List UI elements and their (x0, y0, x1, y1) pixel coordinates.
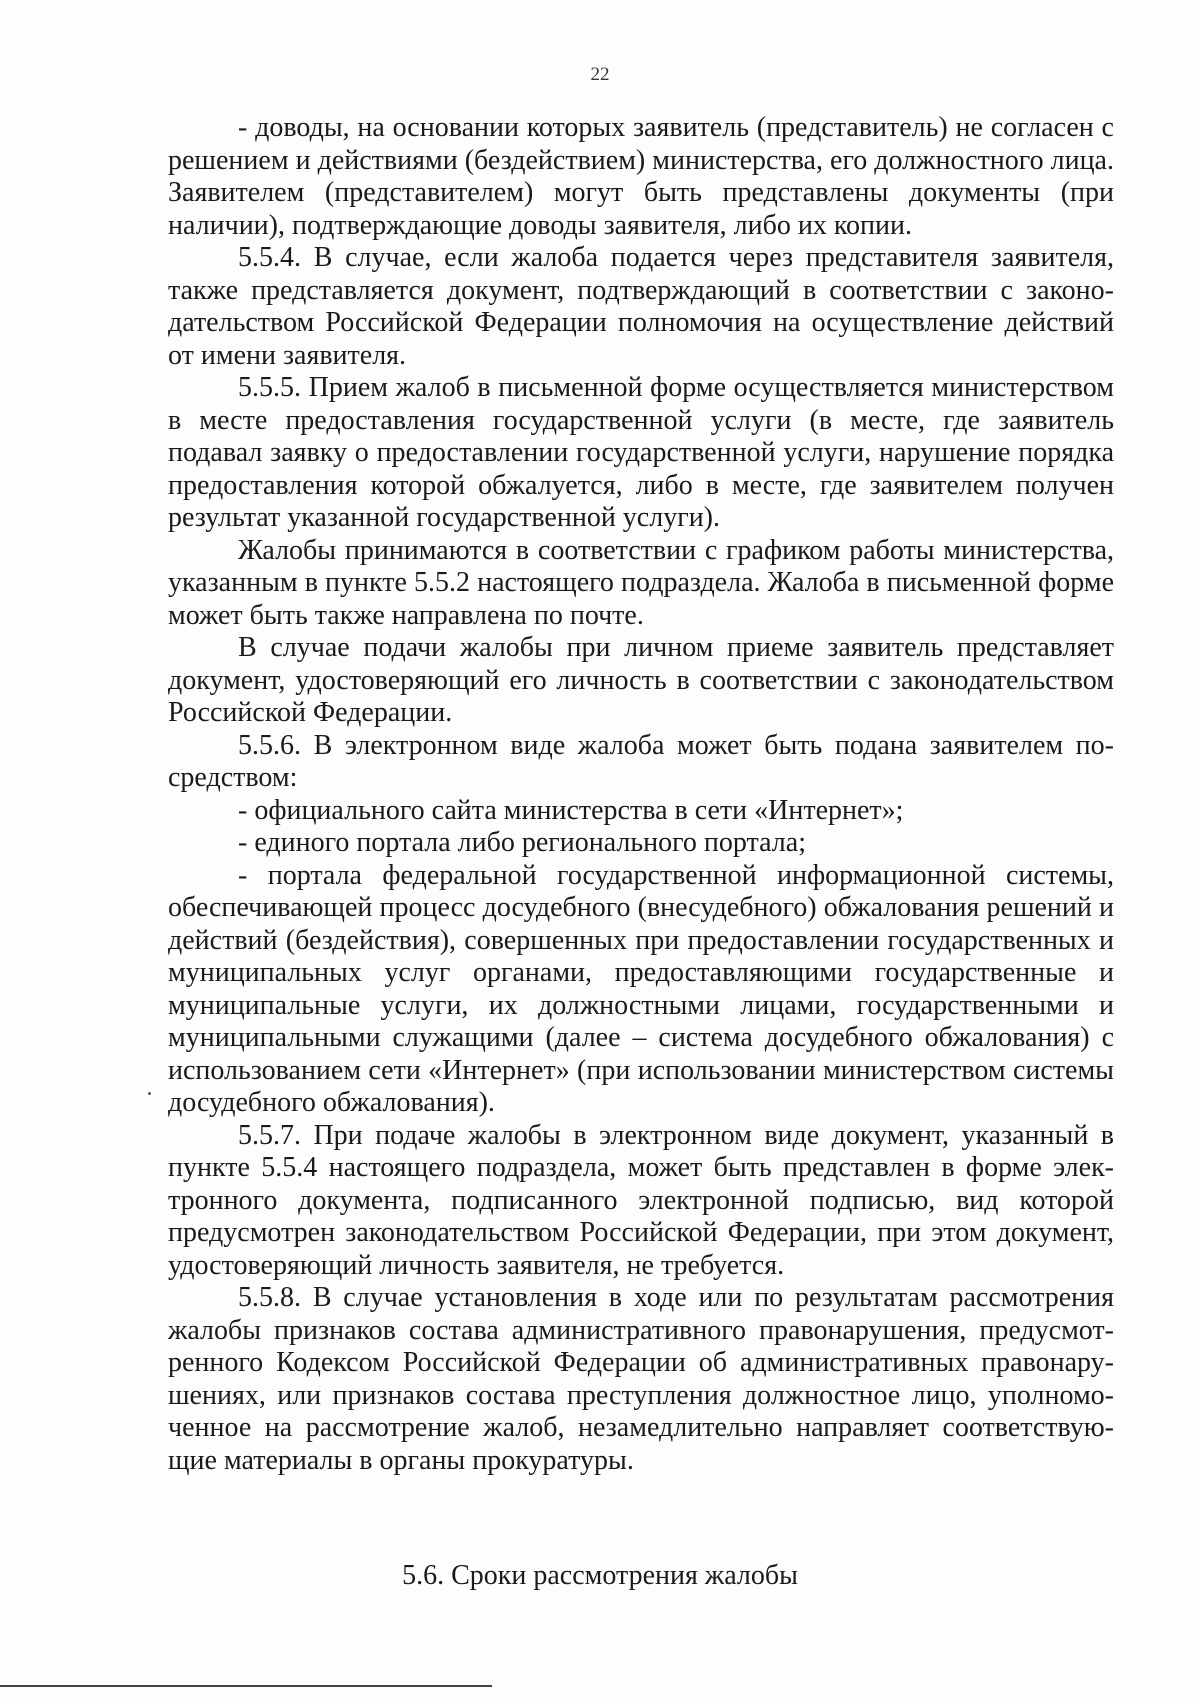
paragraph-5-5-4: 5.5.4. В случае, если жалоба подается через представителя заявителя, также представляется документ, подтверждающий в соответствии с законодательством Российской Федерации полномочия на осуществление действий от имени заявителя. (168, 242, 1114, 371)
list-item-federal-system: - портала федеральной государственной информационной системы, обеспечивающей процесс досудебного (внесудебного) обжалования решений и действий (бездействия), совершенных при предоставлении государственных и муниципальных услуг органами, предоставляющими государственные и муниципальные услуги, их должностными лицами, государственными и муниципальными служащими (далее – система досудебного обжалования) с использованием сети «Интернет» (при использовании министерством системы досудебного обжалования). (168, 859, 1114, 1118)
paragraph-personal-reception: В случае подачи жалобы при личном приеме заявитель представляет документ, удостоверяющий его личность в соответствии с законодательством Российской Федерации. (168, 632, 1114, 728)
section-heading: 5.6. Сроки рассмотрения жалобы (402, 1560, 798, 1591)
page-number: 22 (590, 64, 610, 85)
paragraph-5-5-5: 5.5.5. Прием жалоб в письменной форме осуществляется министерством в месте предоставления государственной услуги (в месте, где заявитель подавал заявку о предоставлении государственной услуги, нарушение порядка предоставления которой обжалуется, либо в месте, где заявителем получен результат указанной государственной услуги). (168, 372, 1114, 533)
list-item-official-site: - официального сайта министерства в сети «Интернет»; (238, 794, 904, 826)
paragraph-arguments: - доводы, на основании которых заявитель (представитель) не согласен с решением и действиями (бездействием) министерства, его должностного лица. Заявителем (представителем) могут быть представлены документы (при наличии), подтверждающие доводы заявителя, либо их копии. (168, 112, 1114, 241)
paragraph-5-5-7: 5.5.7. При подаче жалобы в электронном виде документ, указанный в пункте 5.5.4 настоящего подраздела, может быть представлен в форме электронного документа, подписанного электронной подписью, вид которой предусмотрен законодательством Российской Федерации, при этом документ, удостоверяющий личность заявителя, не требуется. (168, 1119, 1114, 1281)
document-body (168, 112, 1114, 1477)
paragraph-schedule: Жалобы принимаются в соответствии с графиком работы министерства, указанным в пункте 5.5.2 настоящего подраздела. Жалоба в письменной форме может быть также направлена по почте. (168, 534, 1114, 631)
paragraph-5-5-8: 5.5.8. В случае установления в ходе или по результатам рассмотрения жалобы признаков состава административного правонарушения, предусмотренного Кодексом Российской Федерации об административных правонарушениях, или признаков состава преступления должностное лицо, уполномоченное на рассмотрение жалоб, незамедлительно направляет соответствующие материалы в органы прокуратуры. (168, 1282, 1114, 1476)
footer-rule (0, 1685, 492, 1687)
list-item-unified-portal: - единого портала либо регионального портала; (238, 827, 806, 858)
scan-artifact-dot (148, 1092, 151, 1095)
paragraph-5-5-6: 5.5.6. В электронном виде жалоба может быть подана заявителем посредством: (168, 729, 1114, 793)
